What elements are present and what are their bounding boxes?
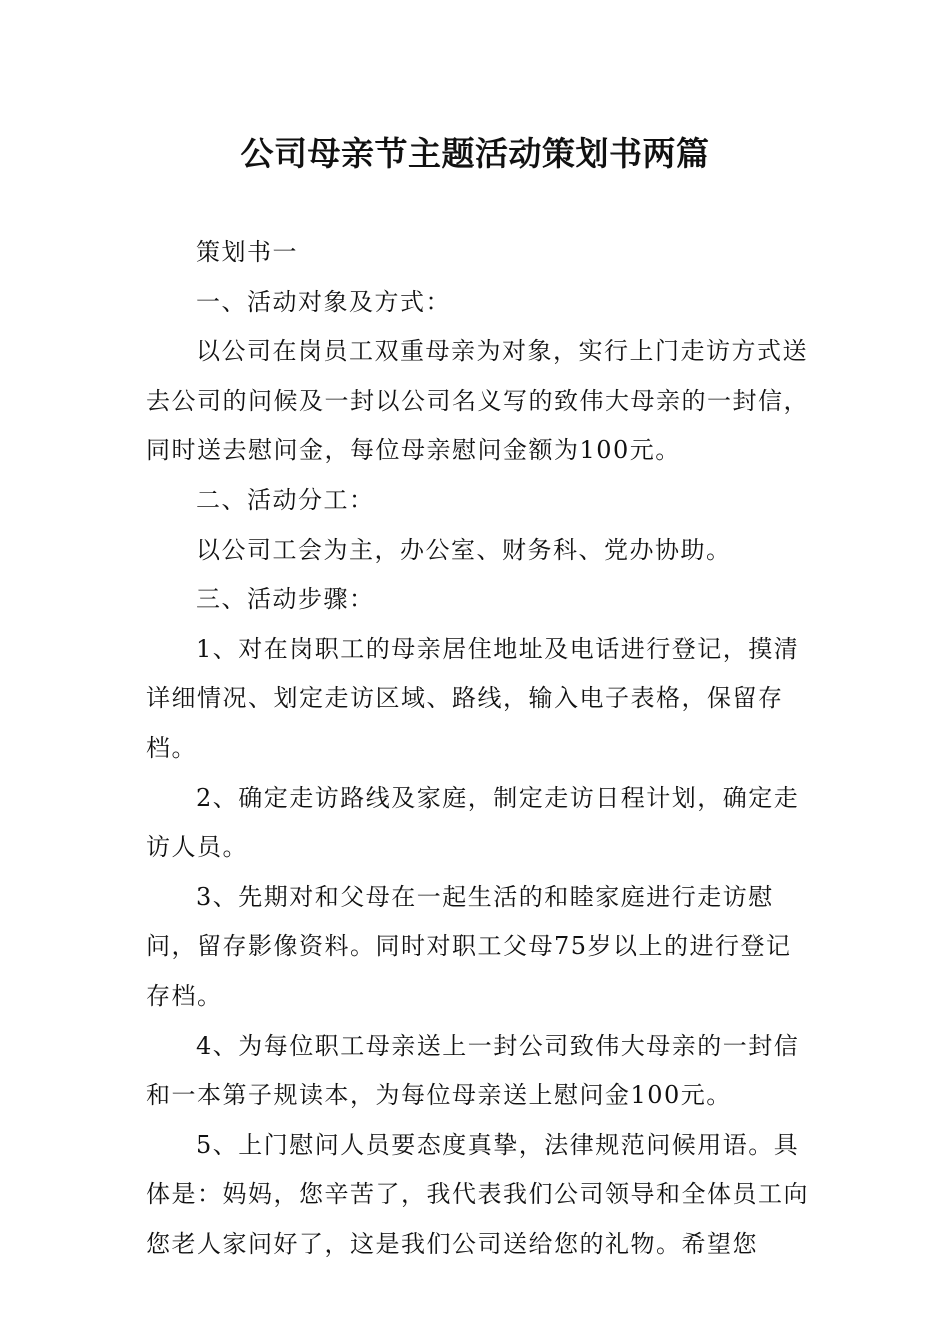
- step-2-paragraph: 2、确定走访路线及家庭，制定走访日程计划，确定走访人员。: [146, 783, 800, 862]
- section-heading-plan-one: 策划书一: [196, 238, 298, 266]
- step-4-paragraph: 4、为每位职工母亲送上一封公司致伟大母亲的一封信和一本第子规读本，为每位母亲送上慰问金100元。: [146, 1031, 800, 1110]
- section-heading-activity-steps: 三、活动步骤：: [196, 585, 375, 614]
- document-title: 公司母亲节主题活动策划书两篇: [240, 134, 710, 173]
- section-heading-division-of-labor: 二、活动分工：: [196, 485, 375, 514]
- step-5-paragraph: 5、上门慰问人员要态度真挚，法律规范问候用语。具体是：妈妈，您辛苦了，我代表我们公司领导和全体员工向您老人家问好了，这是我们公司送给您的礼物。希望您: [146, 1130, 809, 1258]
- paragraph-activity-target: 以公司在岗员工双重母亲为对象，实行上门走访方式送去公司的问候及一封以公司名义写的致伟大母亲的一封信，同时送去慰问金，每位母亲慰问金额为100元。: [146, 337, 809, 465]
- step-3-paragraph: 3、先期对和父母在一起生活的和睦家庭进行走访慰问，留存影像资料。同时对职工父母75岁以上的进行登记存档。: [146, 882, 792, 1010]
- step-1-paragraph: 1、对在岗职工的母亲居住地址及电话进行登记，摸清详细情况、划定走访区域、路线，输入电子表格，保留存档。: [146, 634, 800, 762]
- section-heading-activity-target: 一、活动对象及方式：: [196, 287, 451, 316]
- paragraph-division-of-labor: 以公司工会为主，办公室、财务科、党办协助。: [196, 535, 732, 564]
- document-body: [146, 228, 812, 1269]
